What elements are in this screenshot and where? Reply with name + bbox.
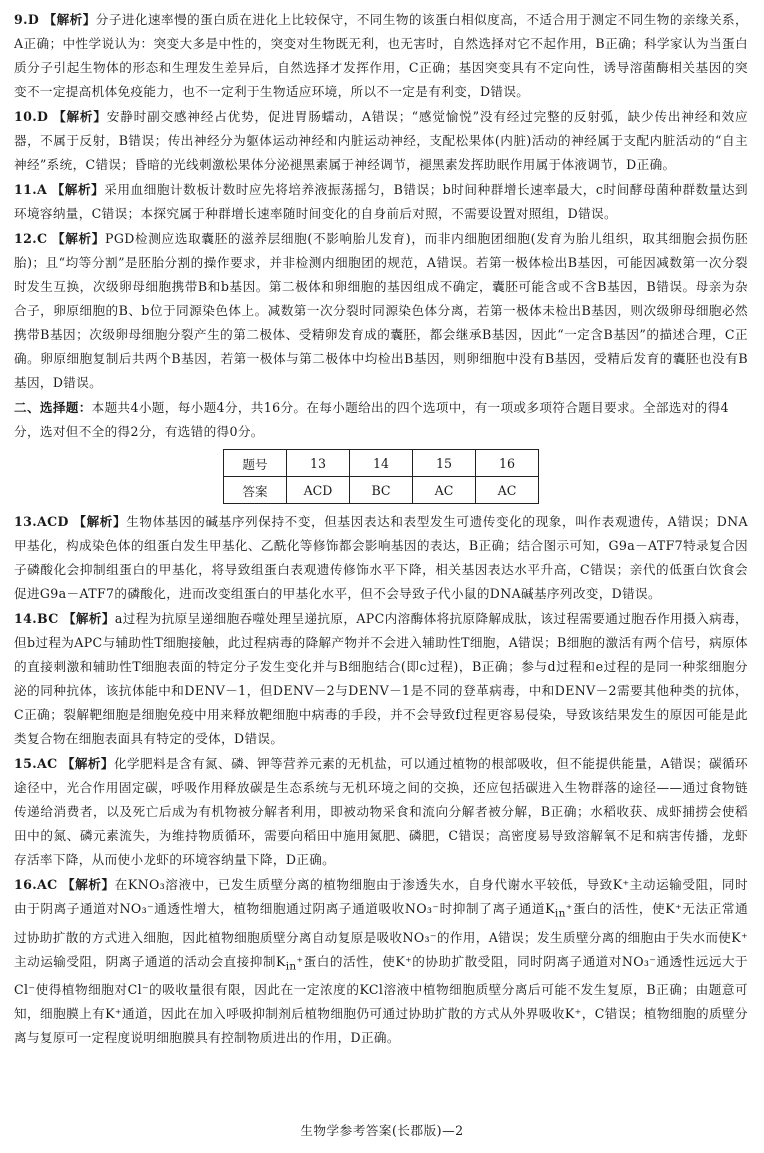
analysis-tag: 【解析】: [62, 611, 115, 626]
analysis-tag: 【解析】: [61, 756, 114, 771]
explanation-text: 采用血细胞计数板计数时应先将培养液振荡摇匀，B错误；b时间种群增长速率最大，c时间酵母菌种群数量达到环境容纳量，C错误；本探究属于种群增长速率随时间变化的自身前后对照，不需要设置对照组，D错误。: [14, 182, 748, 221]
answer-cell: AC: [413, 477, 476, 504]
answer-explanation: [14, 510, 748, 606]
row-label-question: 题号: [224, 450, 287, 477]
explanation-text: 安静时副交感神经占优势，促进胃肠蠕动，A错误；“感觉愉悦”没有经过完整的反射弧，缺少传出神经和效应器，不属于反射，B错误；传出神经分为躯体运动神经和内脏运动神经，支配松果体(内脏)活动的神经属于支配内脏活动的“自主神经”系统，C错误；昏暗的光线刺激松果体分泌褪黑素属于神经调节，褪黑素发挥助眠作用属于体液调节，D正确。: [14, 109, 748, 172]
question-number: 15: [413, 450, 476, 477]
analysis-tag: 【解析】: [52, 231, 106, 246]
page-footer: 生物学参考答案(长郡版)—2: [300, 1123, 464, 1138]
explanation-text: 生物体基因的碱基序列保持不变，但基因表达和表型发生可遗传变化的现象，叫作表观遗传，A错误；DNA甲基化，构成染色体的组蛋白发生甲基化、乙酰化等修饰都会影响基因的表达，B正确；结合图示可知，G9a－ATF7特录复合因子磷酸化会抑制组蛋白的甲基化，将导致组蛋白表观遗传修饰水平下降，相关基因表达水平升高，C错误；亲代的低蛋白饮食会促进G9a－ATF7的磷酸化，进而改变组蛋白的甲基化水平，但不会导致子代小鼠的DNA碱基序列改变，D错误。: [14, 514, 748, 601]
answer-cell: AC: [476, 477, 539, 504]
analysis-tag: 【解析】: [53, 109, 107, 124]
answer-explanation: [14, 227, 748, 395]
explanations-part-1: [14, 8, 748, 395]
analysis-tag: 【解析】: [43, 12, 96, 27]
analysis-tag: 【解析】: [51, 182, 105, 197]
explanations-part-2: [14, 510, 748, 1050]
section-two-instructions: [14, 396, 748, 444]
row-label-answer: 答案: [224, 477, 287, 504]
answer-explanation: [14, 178, 748, 226]
analysis-tag: 【解析】: [73, 514, 127, 529]
question-answer-key: 15.AC: [14, 756, 58, 771]
explanation-text: 在KNO₃溶液中，已发生质壁分离的植物细胞由于渗透失水，自身代谢水平较低，导致K⁺主动运输受阻，同时由于阴离子通道对NO₃⁻通透性增大，植物细胞通过阴离子通道吸收NO₃⁻时抑制了离子通道$K_{in}^+$蛋白的活性，使K⁺无法正常通过协助扩散的方式进入细胞，因此植物细胞质壁分离自动复原是吸收NO₃⁻的作用，A错误；发生质壁分离的细胞由于失水而使K⁺主动运输受阻，阴离子通道的活动会直接抑制$K_{in}^+$蛋白的活性，使K⁺的协助扩散受阻，同时阴离子通道对NO₃⁻通透性远远大于Cl⁻使得植物细胞对Cl⁻的吸收量很有限，因此在一定浓度的KCl溶液中植物细胞质壁分离后可能不发生复原，B正确；由题意可知，细胞膜上有K⁺通道，因此在加入呼吸抑制剂后植物细胞仍可通过协助扩散的方式从外界吸收K⁺，C错误；植物细胞的质壁分离与复原可一定程度说明细胞膜具有控制物质进出的作用，D正确。: [14, 877, 749, 1046]
answer-cell: ACD: [287, 477, 350, 504]
answer-cell: BC: [350, 477, 413, 504]
question-answer-key: 13.ACD: [14, 514, 69, 529]
section-heading: 二、选择题：: [14, 400, 92, 415]
analysis-tag: 【解析】: [62, 877, 115, 892]
question-answer-key: 12.C: [14, 231, 48, 246]
answer-explanation: [14, 752, 748, 872]
question-answer-key: 14.BC: [14, 611, 59, 626]
question-number: 16: [476, 450, 539, 477]
answer-explanation: [14, 607, 748, 751]
answer-row: [224, 477, 539, 504]
question-answer-key: 10.D: [14, 109, 49, 124]
answer-table-container: [14, 449, 748, 504]
answer-explanation: [14, 873, 748, 1050]
question-answer-key: 16.AC: [14, 877, 58, 892]
explanation-text: 化学肥料是含有氮、磷、钾等营养元素的无机盐，可以通过植物的根部吸收，但不能提供能量，A错误；碳循环途径中，光合作用固定碳，呼吸作用释放碳是生态系统与无机环境之间的交换，还应包括碳进入生物群落的途径——通过食物链传递给消费者，以及死亡后成为有机物被分解者利用，即被动物采食和流向分解者被分解，B正确；水稻收获、成虾捕捞会使稻田中的氮、磷元素流失，为维持物质循环，需要向稻田中施用氮肥、磷肥，C错误；高密度易导致溶解氧不足和病害传播，龙虾存活率下降，从而使小龙虾的环境容纳量下降，D正确。: [14, 756, 748, 867]
answer-table: [223, 449, 539, 504]
explanation-text: PGD检测应选取囊胚的滋养层细胞(不影响胎儿发育)，而非内细胞团细胞(发育为胎儿组织，取其细胞会损伤胚胎)；且“均等分割”是胚胎分割的操作要求，并非检测内细胞团的规范，A错误。若第一极体检出B基因，可能因减数第一次分裂时发生互换，次级卵母细胞携带B和b基因。第二极体和卵细胞的基因组成不确定，囊胚可能含或不含B基因，B错误。母亲为杂合子，卵原细胞的B、b位于同源染色体上。减数第一次分裂时同源染色体分离，若第一极体未检出B基因，则次级卵母细胞必然携带B基因；次级卵母细胞分裂产生的第二极体、受精卵发育成的囊胚，都会继承B基因，因此“一定含B基因”的描述合理，C正确。卵原细胞复制后共两个B基因，若第一极体与第二极体中均检出B基因，则卵细胞中没有B基因，受精后发育的囊胚也没有B基因，D错误。: [14, 231, 748, 390]
explanation-text: a过程为抗原呈递细胞吞噬处理呈递抗原，APC内溶酶体将抗原降解成肽，该过程需要通过胞吞作用摄入病毒，但b过程为APC与辅助性T细胞接触，此过程病毒的降解产物并不会进入辅助性T细胞，A错误；B细胞的激活有两个信号，病原体的直接刺激和辅助性T细胞表面的特定分子发生变化并与B细胞结合(即c过程)，B正确；参与d过程和e过程的是同一种浆细胞分泌的同种抗体，该抗体能中和DENV－1，但DENV－2与DENV－1是不同的登革病毒，中和DENV－2需要其他种类的抗体，C正确；裂解靶细胞是细胞免疫中用来释放靶细胞中病毒的手段，并不会导致f过程更容易侵染，导致该结果发生的原因可能是此类复合物在细胞表面具有特定的受体，D错误。: [14, 611, 748, 746]
section-text: 本题共4小题，每小题4分，共16分。在每小题给出的四个选项中，有一项或多项符合题目要求。全部选对的得4分，选对但不全的得2分，有选错的得0分。: [14, 400, 729, 439]
question-answer-key: 9.D: [14, 12, 40, 27]
answer-explanation: [14, 105, 748, 177]
question-number-row: [224, 450, 539, 477]
question-answer-key: 11.A: [14, 182, 48, 197]
explanation-text: 分子进化速率慢的蛋白质在进化上比较保守，不同生物的该蛋白相似度高，不适合用于测定不同生物的亲缘关系，A正确；中性学说认为：突变大多是中性的，突变对生物既无利，也无害时，自然选择对它不起作用，B正确；科学家认为当蛋白质分子引起生物体的形态和生理发生差异后，自然选择才发挥作用，C正确；基因突变具有不定向性，诱导溶菌酶相关基因的突变不一定提高机体免疫能力，也不一定利于生物适应环境，所以不一定是有利变，D错误。: [14, 12, 749, 99]
answer-explanation: [14, 8, 748, 104]
question-number: 13: [287, 450, 350, 477]
question-number: 14: [350, 450, 413, 477]
